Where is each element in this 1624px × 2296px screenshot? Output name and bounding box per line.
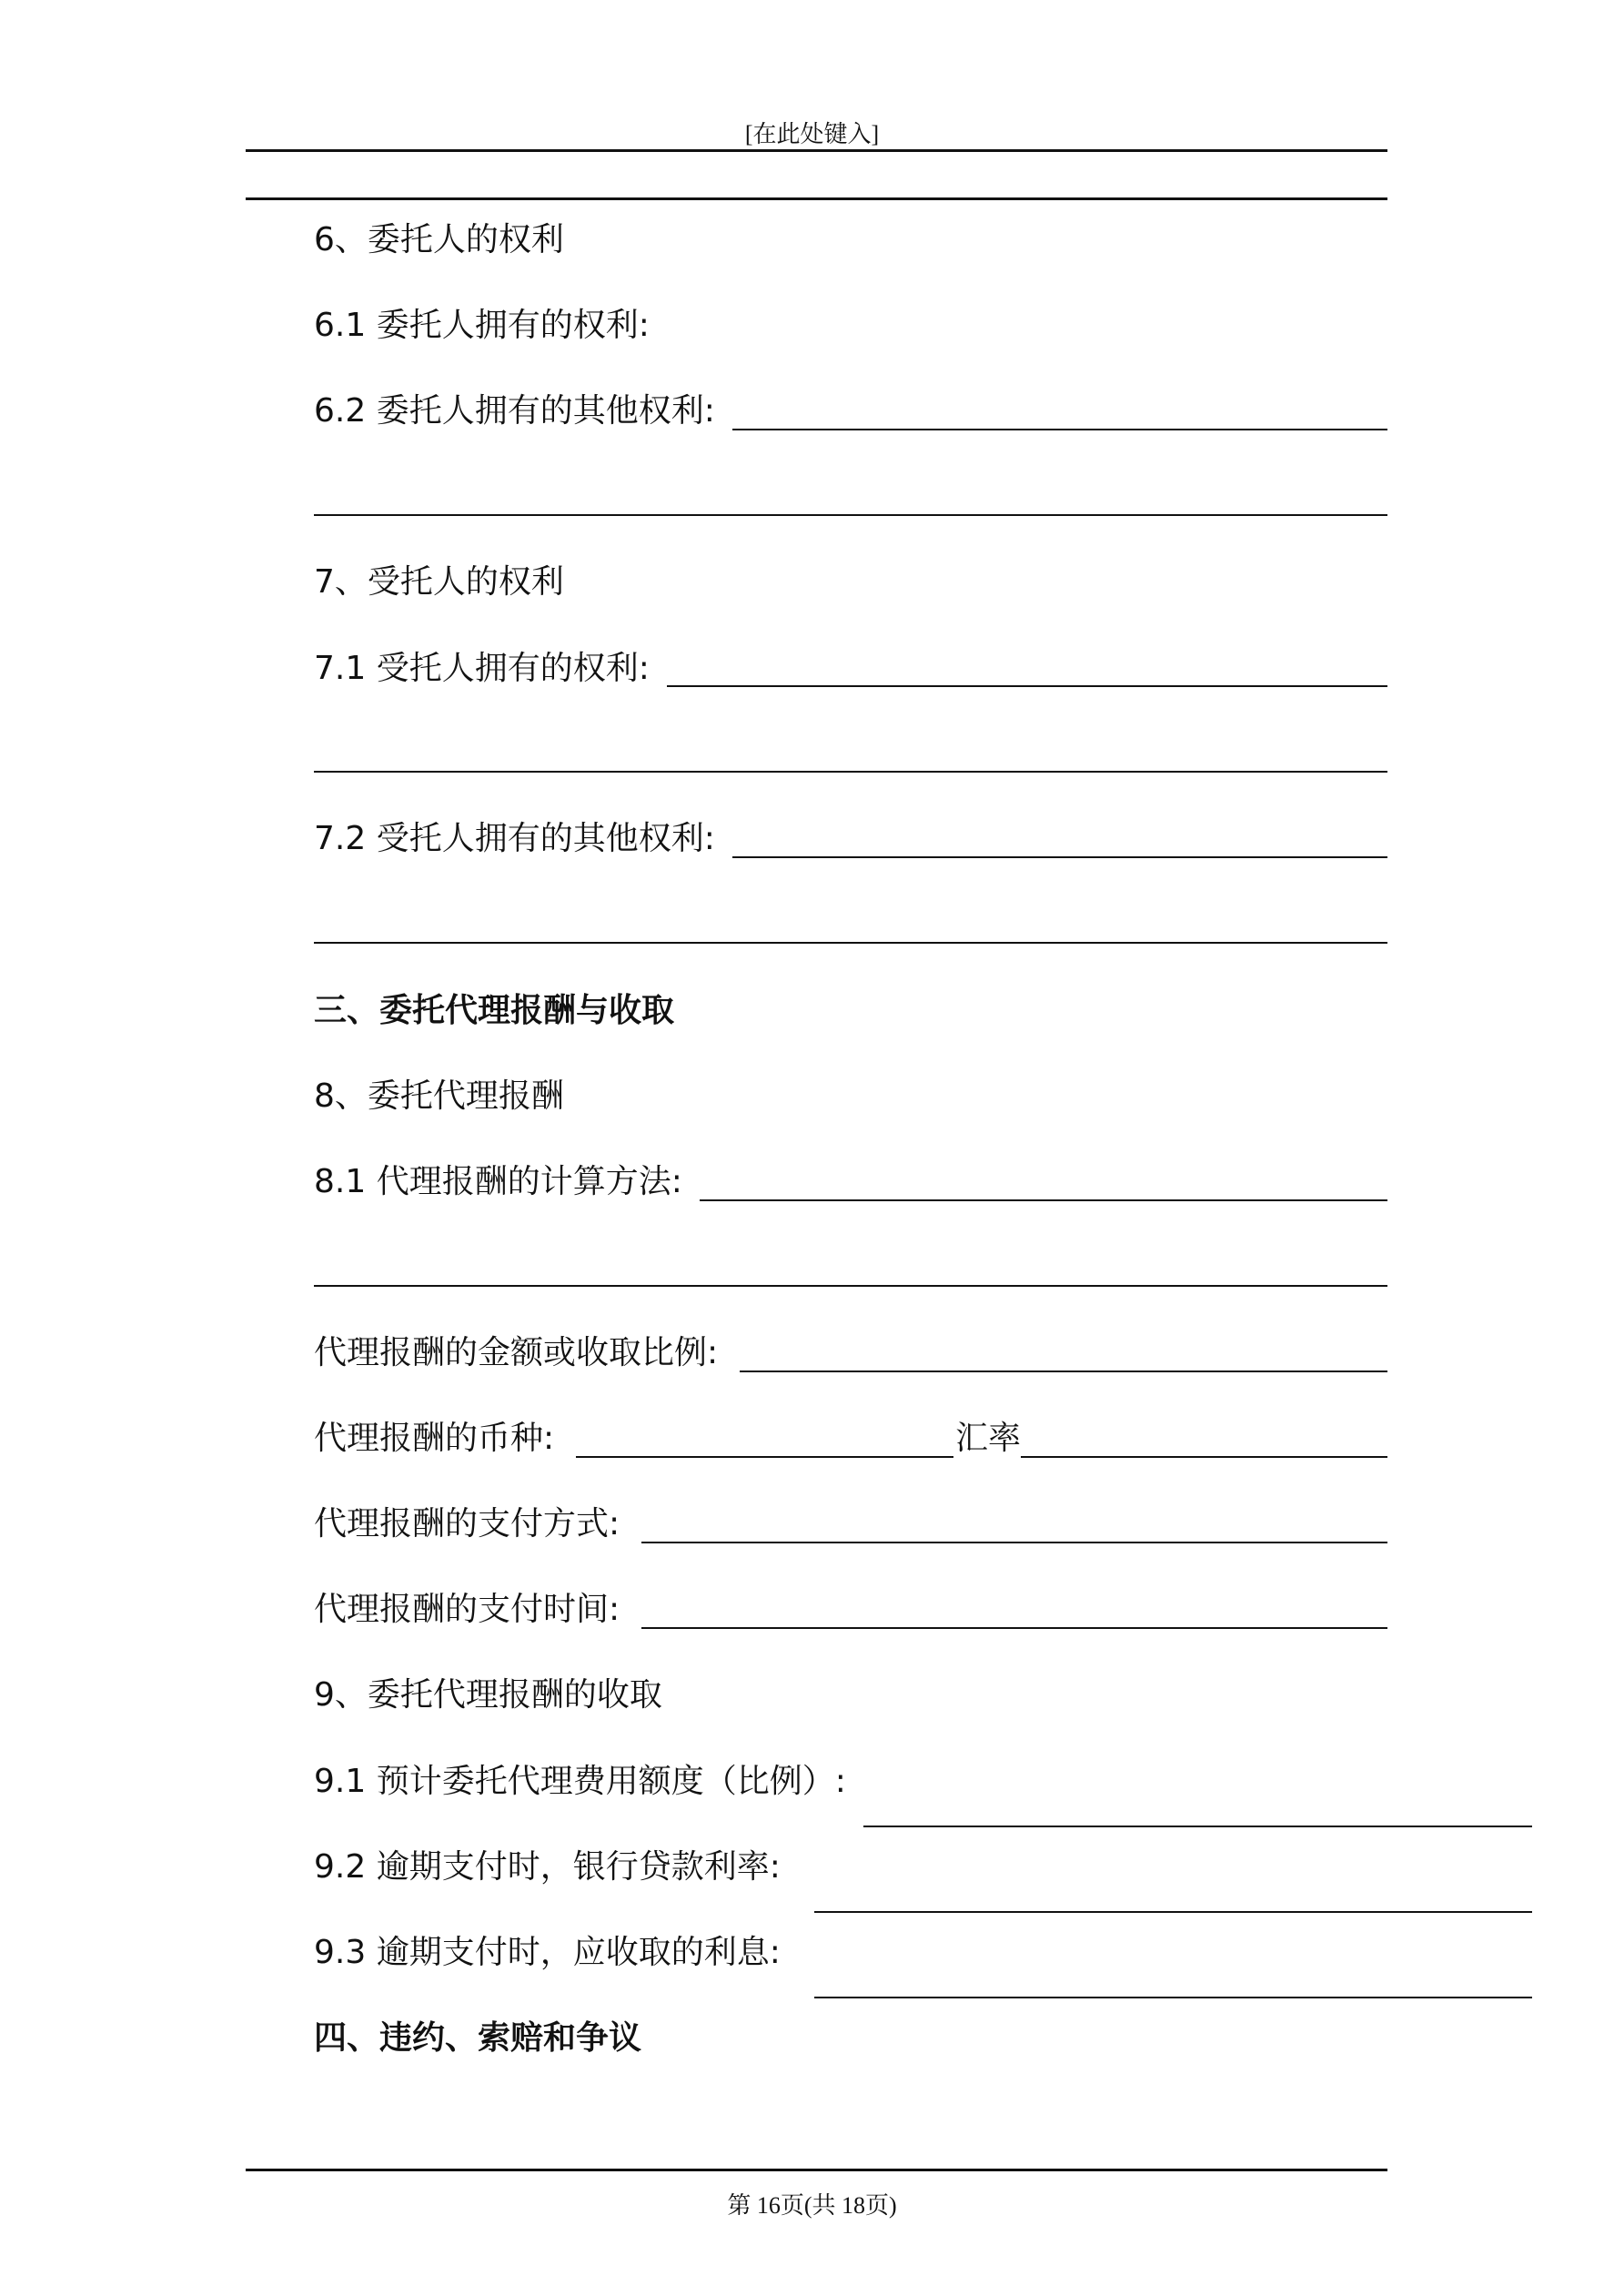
blank-9-2[interactable] [814,1911,1532,1913]
exchange-rate-label: 汇率 [955,1420,1022,1457]
blank-exchange-rate[interactable] [1021,1456,1387,1458]
blank-6-2[interactable] [732,429,1387,430]
payment-method-label: 代理报酬的支付方式: [314,1505,620,1542]
page-footer: 第 16页(共 18页) [727,2192,897,2219]
part-3-heading: 三、委托代理报酬与收取 [314,992,675,1029]
item-9-3: 9.3 逾期支付时，应收取的利息: [314,1934,781,1971]
blank-7-1[interactable] [667,685,1387,687]
blank-8-1[interactable] [700,1199,1387,1201]
blank-payment-method[interactable] [641,1542,1387,1543]
item-7-1: 7.1 受托人拥有的权利: [314,650,650,687]
item-9-1: 9.1 预计委托代理费用额度（比例）: [314,1763,846,1800]
blank-8-1-continued[interactable] [314,1285,1387,1287]
section-6-heading: 6、委托人的权利 [314,221,564,258]
amount-label: 代理报酬的金额或收取比例: [314,1334,719,1371]
blank-6-2-continued[interactable] [314,514,1387,516]
blank-payment-time[interactable] [641,1627,1387,1629]
header-rule [246,149,1387,152]
item-8-1: 8.1 代理报酬的计算方法: [314,1163,682,1200]
section-7-heading: 7、受托人的权利 [314,563,564,601]
header-rule-lower [246,197,1387,200]
payment-time-label: 代理报酬的支付时间: [314,1591,620,1628]
page-header: [在此处键入] [744,121,880,147]
blank-7-1-continued[interactable] [314,771,1387,773]
blank-7-2-continued[interactable] [314,942,1387,944]
blank-amount[interactable] [740,1371,1387,1372]
section-9-heading: 9、委托代理报酬的收取 [314,1676,662,1714]
blank-currency[interactable] [576,1456,953,1458]
currency-label: 代理报酬的币种: [314,1420,555,1457]
item-9-2: 9.2 逾期支付时，银行贷款利率: [314,1848,781,1886]
item-6-2: 6.2 委托人拥有的其他权利: [314,392,715,430]
part-4-heading: 四、违约、索赔和争议 [314,2019,642,2057]
footer-rule [246,2169,1387,2171]
item-6-1: 6.1 委托人拥有的权利: [314,307,650,344]
item-7-2: 7.2 受托人拥有的其他权利: [314,820,715,857]
blank-9-3[interactable] [814,1997,1532,1998]
blank-9-1[interactable] [863,1826,1532,1827]
section-8-heading: 8、委托代理报酬 [314,1077,564,1115]
blank-7-2[interactable] [732,856,1387,858]
